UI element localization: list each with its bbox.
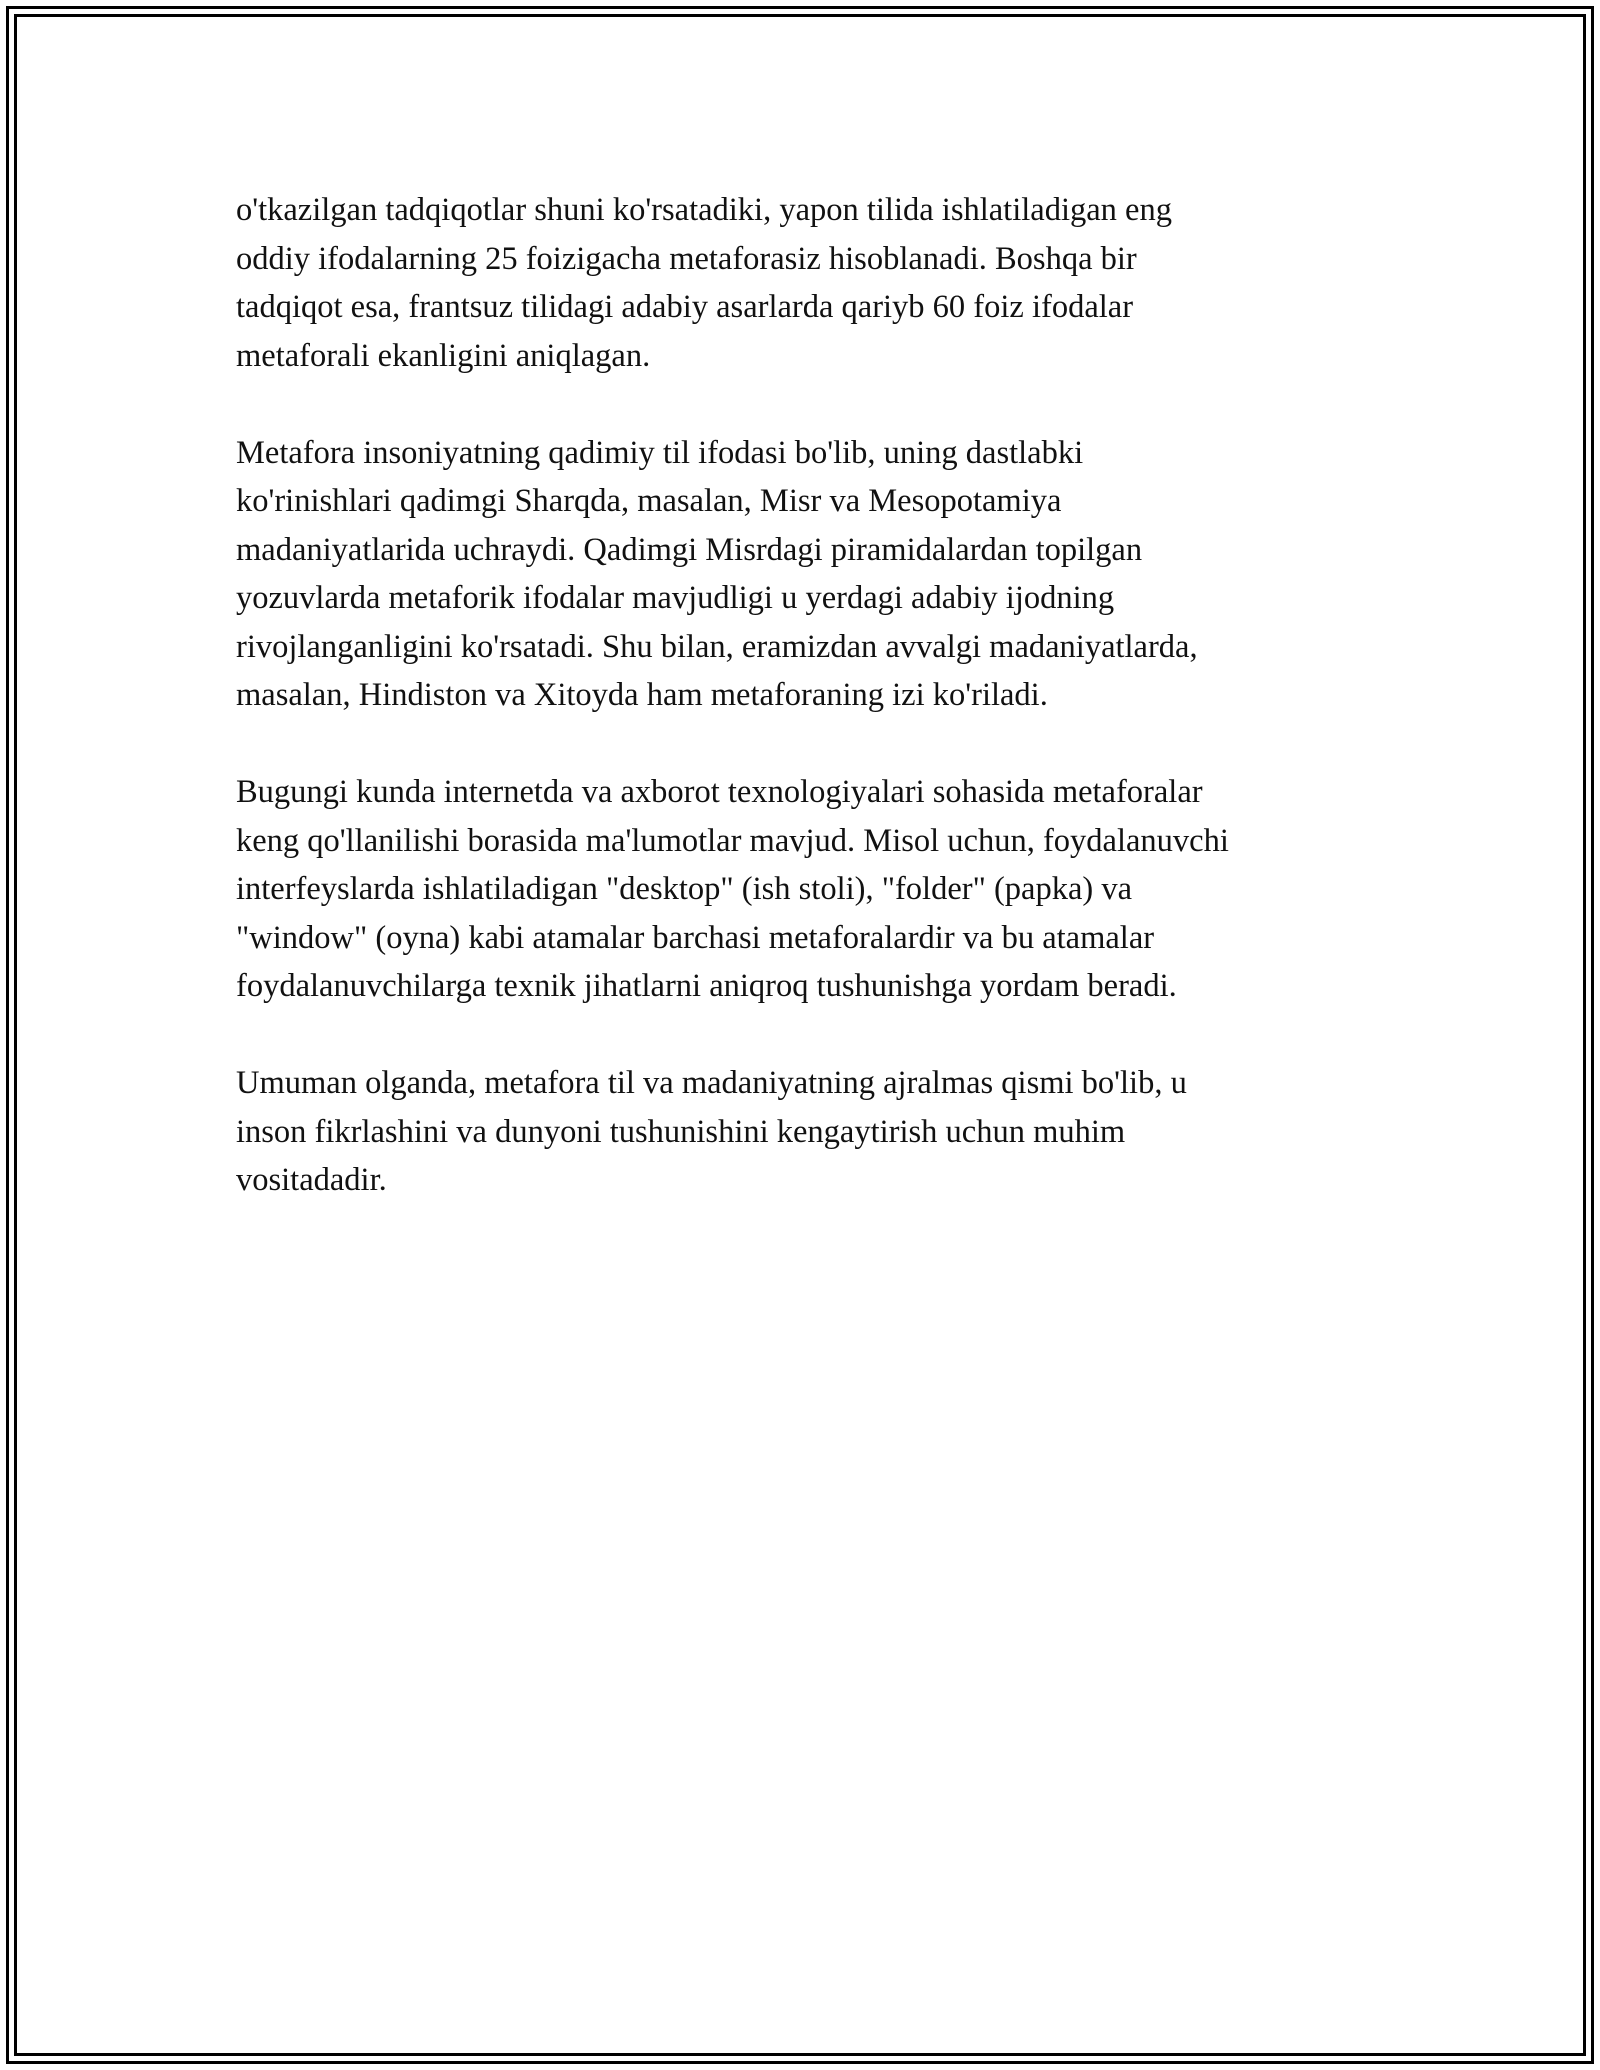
paragraph-3	[236, 768, 1376, 1011]
text-line: "window" (oyna) kabi atamalar barchasi metaforalardir va bu atamalar	[236, 919, 1155, 956]
text-line: rivojlanganligini ko'rsatadi. Shu bilan, eramizdan avvalgi madaniyatlarda,	[236, 628, 1198, 665]
text-line: metaforali ekanligini aniqlagan.	[236, 337, 651, 374]
text-line: Bugungi kunda internetda va axborot texnologiyalari sohasida metaforalar	[236, 774, 1203, 810]
text-line: oddiy ifodalarning 25 foizigacha metaforasiz hisoblanadi. Boshqa bir	[236, 240, 1137, 277]
paragraph-4	[236, 1059, 1376, 1205]
text-line: Metafora insoniyatning qadimiy til ifodasi bo'lib, uning dastlabki	[236, 434, 1084, 471]
text-line: yozuvlarda metaforik ifodalar mavjudligi u yerdagi adabiy ijodning	[236, 580, 1115, 616]
text-line: inson fikrlashini va dunyoni tushunishini kengaytirish uchun muhim	[236, 1113, 1126, 1150]
paragraph-1	[236, 186, 1376, 380]
text-line: foydalanuvchilarga texnik jihatlarni aniqroq tushunishga yordam beradi.	[236, 968, 1177, 1004]
text-line: masalan, Hindiston va Xitoyda ham metaforaning izi ko'riladi.	[236, 677, 1048, 713]
text-line: interfeyslarda ishlatiladigan "desktop" (ish stoli), "folder" (papka) va	[236, 871, 1133, 907]
text-line: vositadadir.	[236, 1162, 387, 1198]
text-line: Umuman olganda, metafora til va madaniyatning ajralmas qismi bo'lib, u	[236, 1065, 1187, 1101]
text-line: tadqiqot esa, frantsuz tilidagi adabiy asarlarda qariyb 60 foiz ifodalar	[236, 289, 1134, 325]
text-line: o'tkazilgan tadqiqotlar shuni ko'rsatadiki, yapon tilida ishlatiladigan eng	[236, 192, 1172, 228]
text-line: keng qo'llanilishi borasida ma'lumotlar mavjud. Misol uchun, foydalanuvchi	[236, 822, 1229, 859]
document-body	[236, 186, 1376, 1253]
text-line: ko'rinishlari qadimgi Sharqda, masalan, Misr va Mesopotamiya	[236, 483, 1062, 519]
text-line: madaniyatlarida uchraydi. Qadimgi Misrdagi piramidalardan topilgan	[236, 531, 1143, 568]
paragraph-2	[236, 429, 1376, 720]
